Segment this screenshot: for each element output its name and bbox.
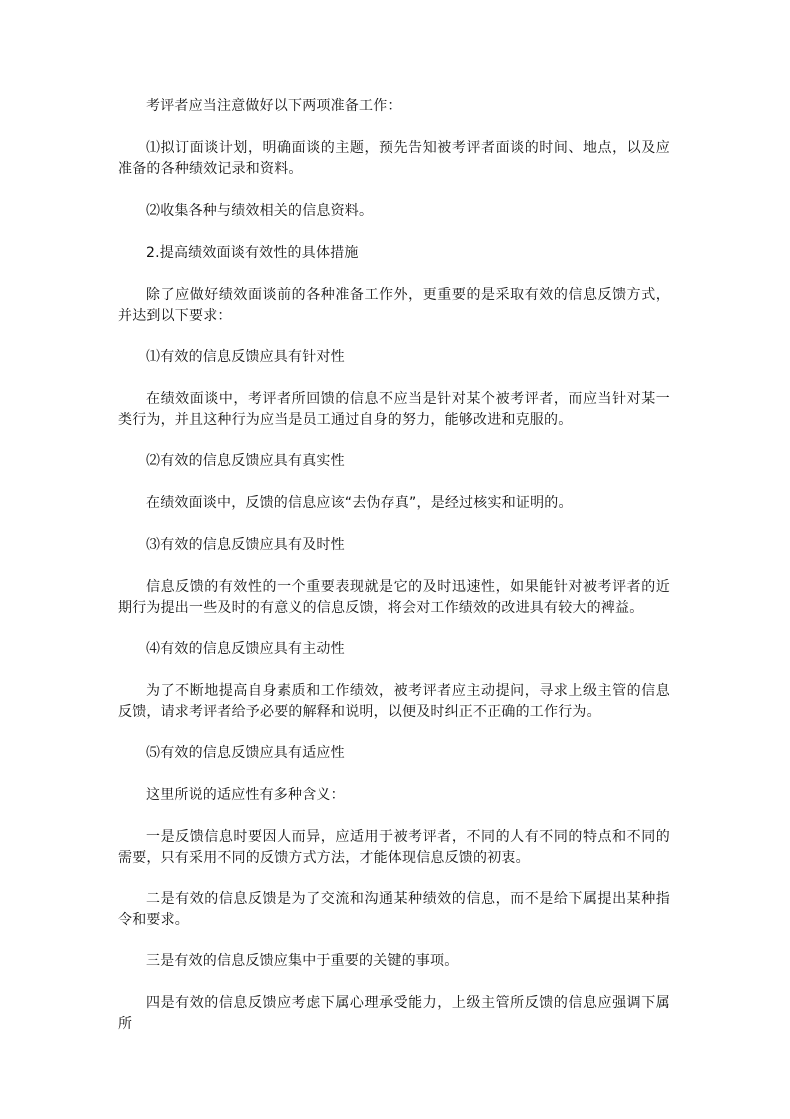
paragraph-adaptive-point-2: 二是有效的信息反馈是为了交流和沟通某种绩效的信息，而不是给下属提出某种指令和要求。 — [118, 891, 670, 928]
subheading-proactive: ⑷有效的信息反馈应具有主动性 — [146, 641, 345, 657]
subheading-targeted: ⑴有效的信息反馈应具有针对性 — [146, 349, 345, 365]
paragraph-adaptive-point-3: 三是有效的信息反馈应集中于重要的关键的事项。 — [146, 953, 459, 969]
paragraph-timely: 信息反馈的有效性的一个重要表现就是它的及时迅速性，如果能针对被考评者的近期行为提出一些及时的有意义的信息反馈，将会对工作绩效的改进具有较大的裨益。 — [118, 579, 670, 616]
paragraph-prep-intro: 考评者应当注意做好以下两项准备工作： — [146, 98, 402, 114]
paragraph-adaptive-point-4: 四是有效的信息反馈应考虑下属心理承受能力，上级主管所反馈的信息应强调下属所 — [118, 995, 670, 1032]
paragraph-proactive: 为了不断地提高自身素质和工作绩效，被考评者应主动提问，寻求上级主管的信息反馈，请求考评者给予必要的解释和说明，以便及时纠正不正确的工作行为。 — [118, 683, 670, 720]
paragraph-prep-item-1: ⑴拟订面谈计划，明确面谈的主题，预先告知被考评者面谈的时间、地点，以及应准备的各种绩效记录和资料。 — [118, 140, 670, 177]
subheading-authentic: ⑵有效的信息反馈应具有真实性 — [146, 453, 345, 469]
paragraph-adaptive-point-1: 一是反馈信息时要因人而异，应适用于被考评者，不同的人有不同的特点和不同的需要，只有采用不同的反馈方式方法，才能体现信息反馈的初衷。 — [118, 829, 670, 866]
paragraph-adaptive-intro: 这里所说的适应性有多种含义： — [146, 787, 345, 803]
paragraph-targeted: 在绩效面谈中，考评者所回馈的信息不应当是针对某个被考评者，而应当针对某一类行为，并且这种行为应当是员工通过自身的努力，能够改进和克服的。 — [118, 391, 670, 428]
paragraph-prep-item-2: ⑵收集各种与绩效相关的信息资料。 — [146, 203, 374, 219]
subheading-adaptive: ⑸有效的信息反馈应具有适应性 — [146, 745, 345, 761]
paragraph-requirements-intro: 除了应做好绩效面谈前的各种准备工作外，更重要的是采取有效的信息反馈方式，并达到以下要求： — [118, 287, 670, 324]
section-heading: 2.提高绩效面谈有效性的具体措施 — [146, 245, 359, 261]
subheading-timely: ⑶有效的信息反馈应具有及时性 — [146, 537, 345, 553]
paragraph-authentic: 在绩效面谈中，反馈的信息应该“去伪存真”，是经过核实和证明的。 — [146, 495, 573, 511]
